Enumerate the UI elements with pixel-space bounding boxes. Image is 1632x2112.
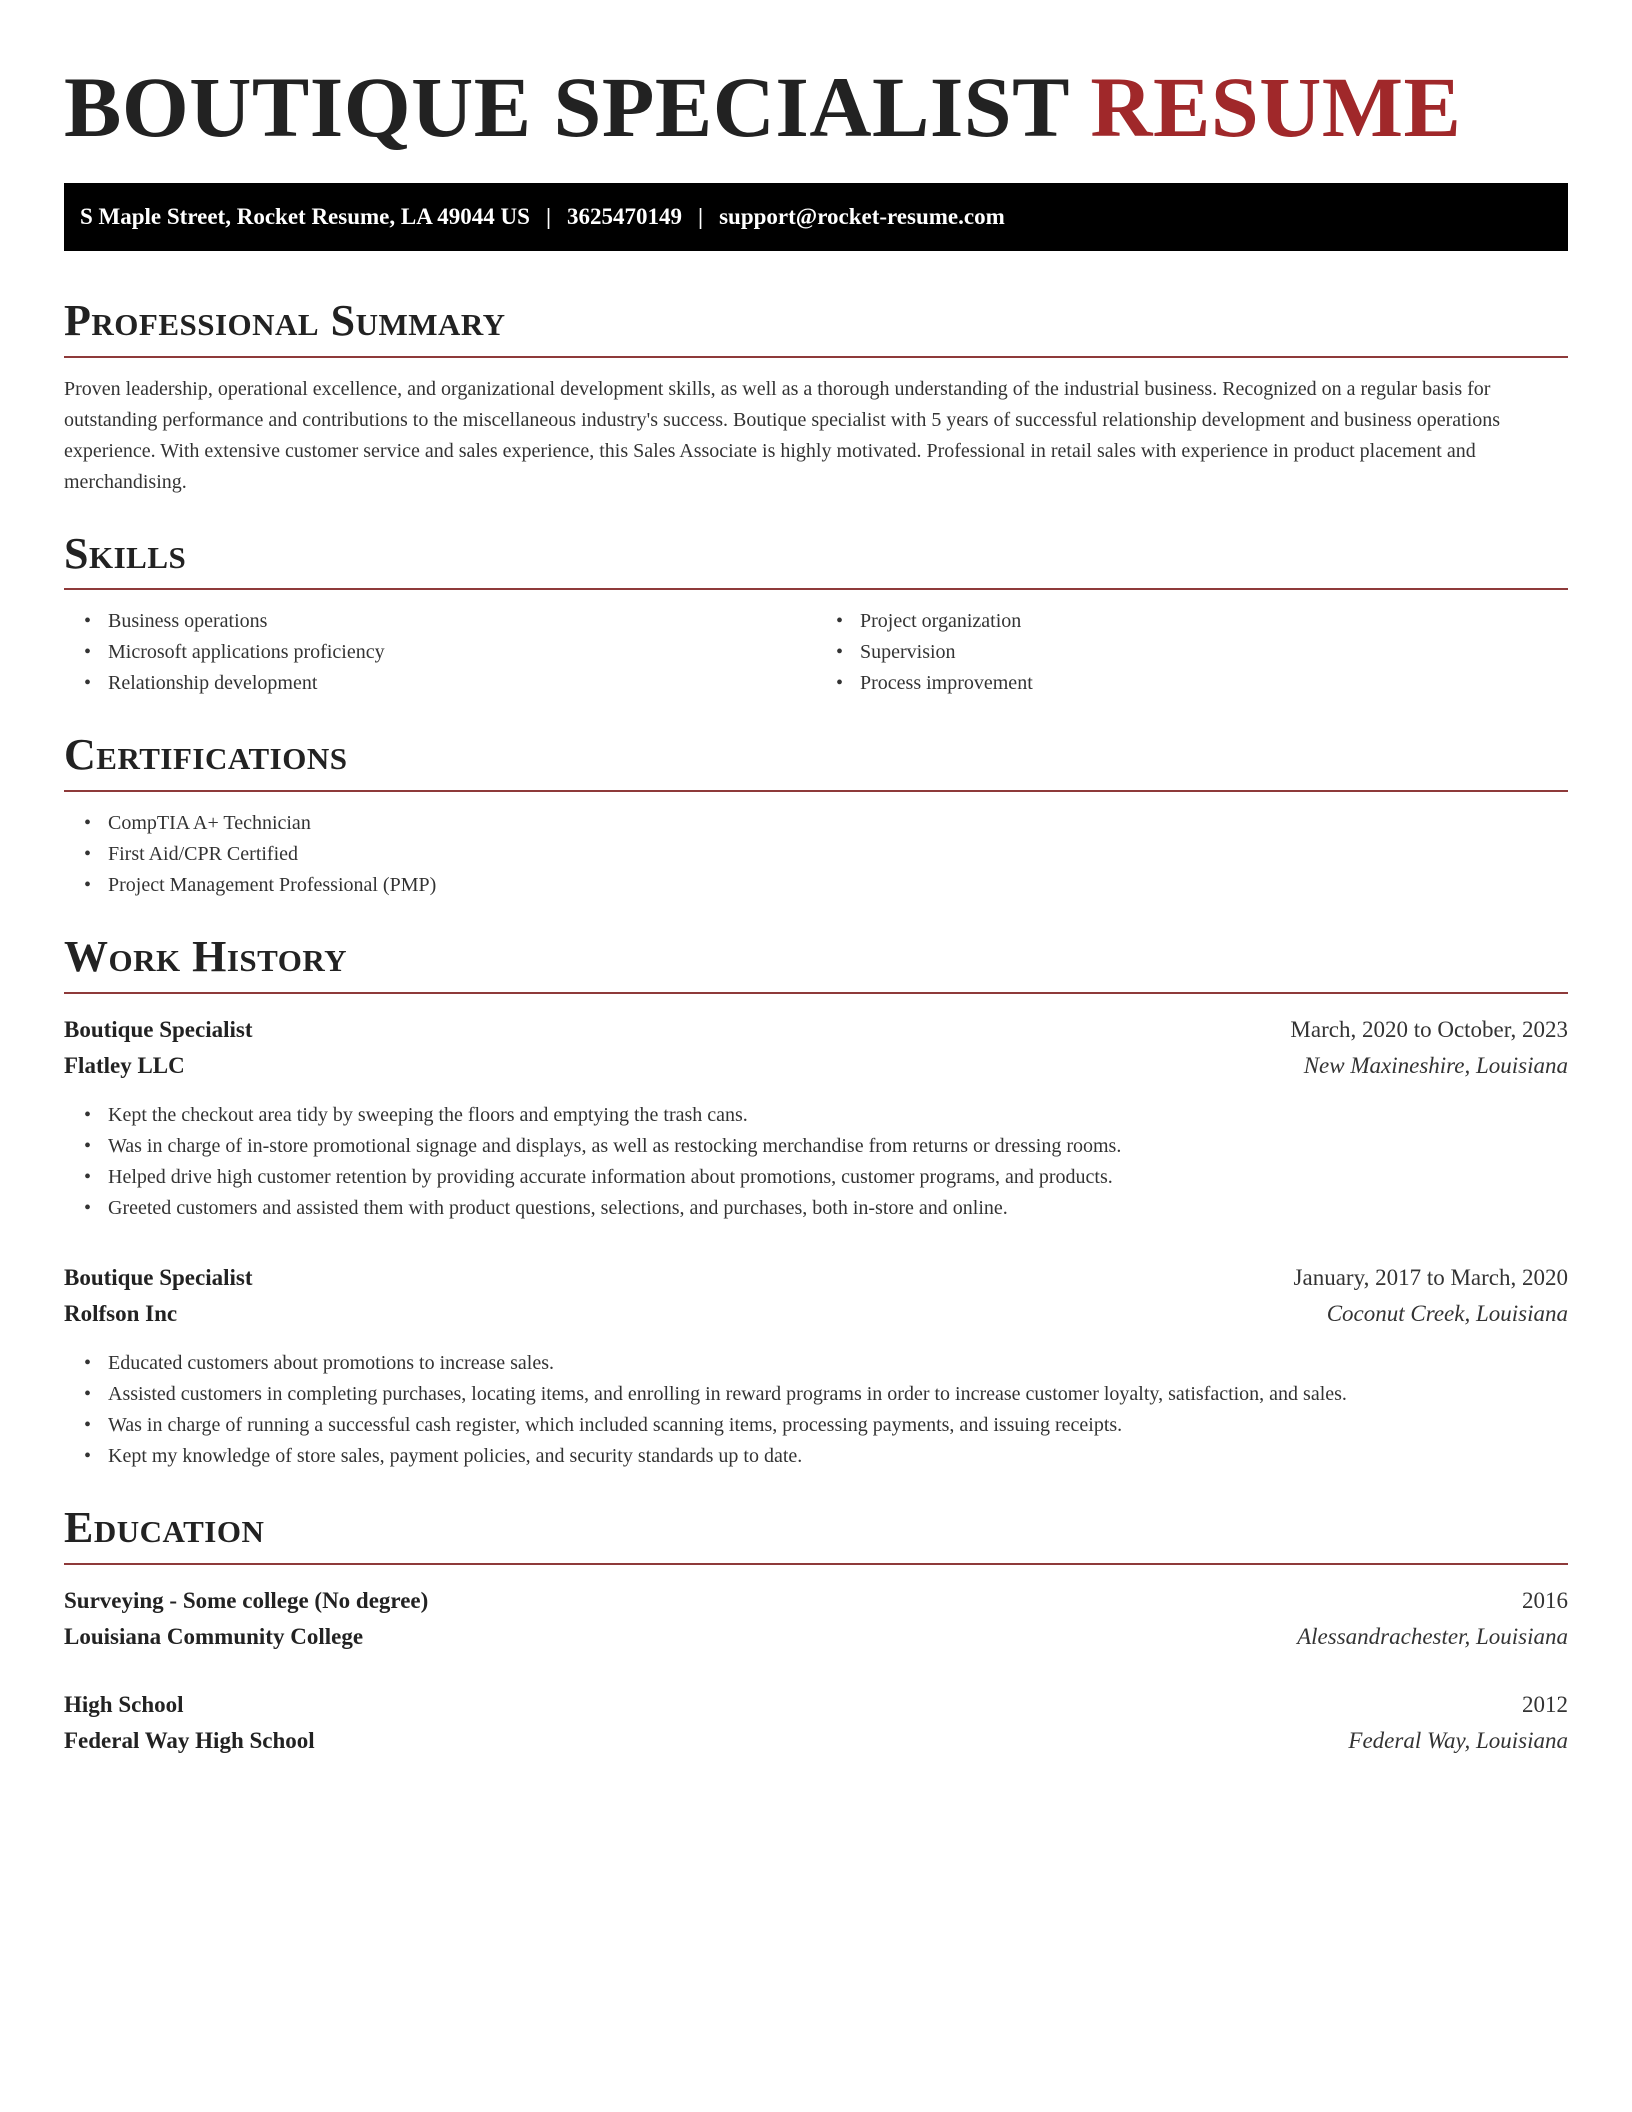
summary-section bbox=[64, 295, 1568, 498]
job-company-row bbox=[64, 1296, 1568, 1332]
certification-item: • Project Management Professional (PMP) bbox=[108, 870, 1568, 901]
job-location: Coconut Creek, Louisiana bbox=[1326, 1301, 1568, 1327]
job-company: Flatley LLC bbox=[64, 1053, 185, 1079]
job-entry bbox=[64, 1012, 1568, 1224]
job-duty-item: • Was in charge of in-store promotional signage and displays, as well as restocking merchandise from returns or dressing rooms. bbox=[108, 1131, 1568, 1162]
contact-phone: 3625470149 bbox=[567, 203, 683, 229]
contact-separator: | bbox=[545, 203, 552, 229]
job-dates: March, 2020 to October, 2023 bbox=[1290, 1017, 1568, 1043]
section-divider bbox=[64, 1563, 1568, 1565]
education-degree: High School bbox=[64, 1691, 184, 1717]
skills-section bbox=[64, 528, 1568, 700]
section-heading-education: Education bbox=[64, 1503, 265, 1553]
contact-separator: | bbox=[698, 203, 704, 229]
skills-list-right bbox=[816, 606, 1568, 699]
education-year: 2012 bbox=[1522, 1691, 1568, 1717]
section-heading-certifications: Certifications bbox=[64, 730, 348, 780]
job-duties-list bbox=[64, 1348, 1568, 1472]
education-school-row bbox=[64, 1619, 1568, 1655]
job-title: Boutique Specialist bbox=[64, 1017, 253, 1043]
job-header-row bbox=[64, 1260, 1568, 1296]
skills-grid bbox=[64, 606, 1568, 699]
education-entry bbox=[64, 1583, 1568, 1655]
contact-address: S Maple Street, Rocket Resume, LA 49044 US bbox=[80, 203, 530, 229]
job-company: Rolfson Inc bbox=[64, 1301, 178, 1327]
certifications-section bbox=[64, 729, 1568, 901]
job-header-row bbox=[64, 1012, 1568, 1048]
section-heading-summary: Professional Summary bbox=[64, 295, 506, 345]
education-year: 2016 bbox=[1522, 1587, 1568, 1613]
skill-item: • Supervision bbox=[860, 637, 1568, 668]
section-divider bbox=[64, 356, 1568, 358]
job-title: Boutique Specialist bbox=[64, 1265, 253, 1291]
job-company-row bbox=[64, 1048, 1568, 1084]
contact-email: support@rocket-resume.com bbox=[719, 203, 1005, 229]
education-section bbox=[64, 1502, 1568, 1759]
job-dates: January, 2017 to March, 2020 bbox=[1293, 1265, 1568, 1291]
education-entry bbox=[64, 1687, 1568, 1759]
job-entry bbox=[64, 1260, 1568, 1472]
education-header-row bbox=[64, 1687, 1568, 1723]
skill-item: • Microsoft applications proficiency bbox=[108, 637, 816, 668]
education-location: Alessandrachester, Louisiana bbox=[1297, 1623, 1568, 1649]
job-location: New Maxineshire, Louisiana bbox=[1303, 1053, 1568, 1079]
resume-title bbox=[64, 58, 1568, 157]
education-header-row bbox=[64, 1583, 1568, 1619]
skill-item: • Relationship development bbox=[108, 668, 816, 699]
section-divider bbox=[64, 790, 1568, 792]
education-degree: Surveying - Some college (No degree) bbox=[64, 1587, 429, 1613]
skills-list-left bbox=[64, 606, 816, 699]
education-location: Federal Way, Louisiana bbox=[1348, 1727, 1568, 1753]
education-school-row bbox=[64, 1723, 1568, 1759]
section-divider bbox=[64, 992, 1568, 994]
job-duty-item: • Greeted customers and assisted them with product questions, selections, and purchases, both in-store and online. bbox=[108, 1193, 1568, 1224]
education-school: Louisiana Community College bbox=[64, 1623, 364, 1649]
section-heading-work-history: Work History bbox=[64, 932, 348, 982]
contact-bar bbox=[64, 183, 1568, 251]
skill-item: • Process improvement bbox=[860, 668, 1568, 699]
skill-item: • Business operations bbox=[108, 606, 816, 637]
job-duty-item: • Assisted customers in completing purchases, locating items, and enrolling in reward programs in order to increase customer loyalty, satisfaction, and sales. bbox=[108, 1379, 1568, 1410]
title-main: BOUTIQUE SPECIALIST bbox=[64, 59, 1069, 155]
job-duty-item: • Was in charge of running a successful cash register, which included scanning items, processing payments, and issuing receipts. bbox=[108, 1410, 1568, 1441]
education-school: Federal Way High School bbox=[64, 1727, 315, 1753]
section-heading-skills: Skills bbox=[64, 528, 187, 578]
summary-text: Proven leadership, operational excellence, and organizational development skills, as well as a thorough understanding of the industrial business. Recognized on a regular basis for outstanding performance and contributions to the miscellaneous industry's success. Boutique specialist with 5 years of successful relationship development and business operations experience. With extensive customer service and sales experience, this Sales Associate is highly motivated. Professional in retail sales with experience in product placement and merchandising. bbox=[64, 377, 1501, 493]
job-duty-item: • Kept the checkout area tidy by sweeping the floors and emptying the trash cans. bbox=[108, 1100, 1568, 1131]
certifications-list bbox=[64, 808, 1568, 901]
title-accent: RESUME bbox=[1090, 59, 1462, 155]
section-divider bbox=[64, 588, 1568, 590]
job-duty-item: • Kept my knowledge of store sales, payment policies, and security standards up to date. bbox=[108, 1441, 1568, 1472]
skill-item: • Project organization bbox=[860, 606, 1568, 637]
job-duty-item: • Helped drive high customer retention by providing accurate information about promotions, customer programs, and products. bbox=[108, 1162, 1568, 1193]
job-duties-list bbox=[64, 1100, 1568, 1224]
work-history-section bbox=[64, 931, 1568, 1472]
certification-item: • CompTIA A+ Technician bbox=[108, 808, 1568, 839]
job-duty-item: • Educated customers about promotions to increase sales. bbox=[108, 1348, 1568, 1379]
certification-item: • First Aid/CPR Certified bbox=[108, 839, 1568, 870]
